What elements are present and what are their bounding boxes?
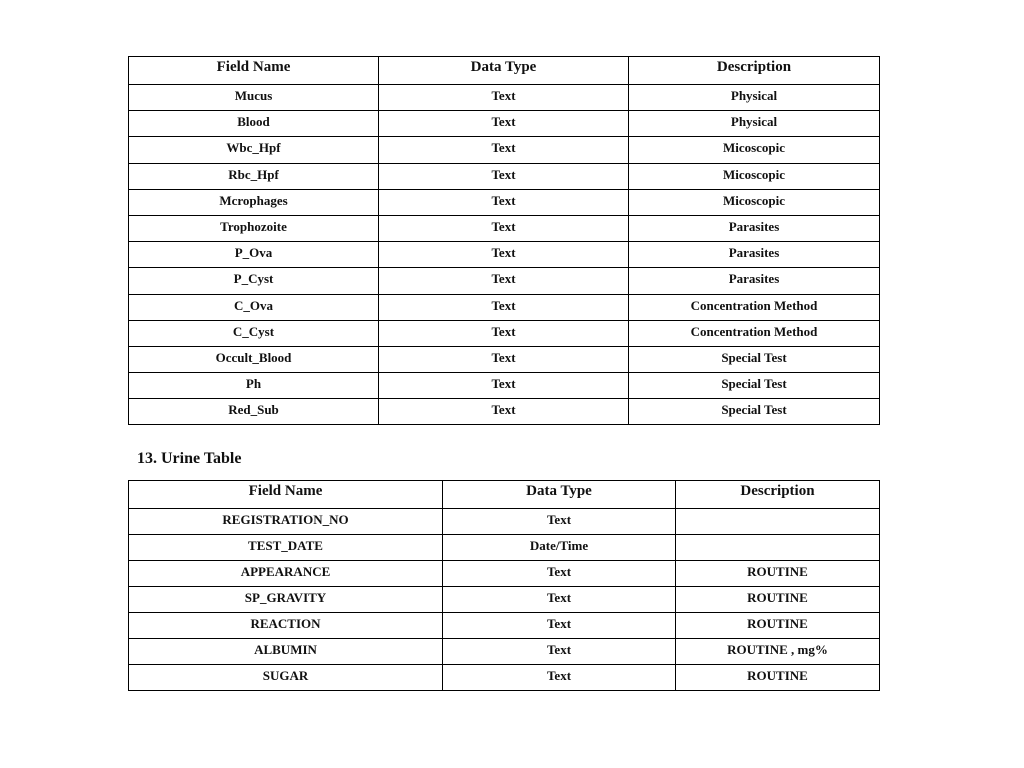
data-type-cell: Text [379,242,629,268]
data-type-cell: Text [379,189,629,215]
description-cell [676,535,880,561]
field-name-cell: REACTION [129,613,443,639]
table-row [129,163,880,189]
table-row [129,215,880,241]
field-name-cell: Ph [129,373,379,399]
table-row [129,242,880,268]
data-type-cell: Text [443,613,676,639]
table-row [129,111,880,137]
table-header-row [129,57,880,85]
description-cell: Micoscopic [629,137,880,163]
field-name-cell: Red_Sub [129,399,379,425]
field-name-cell: C_Ova [129,294,379,320]
field-name-cell: Mcrophages [129,189,379,215]
description-cell: ROUTINE [676,665,880,691]
data-type-cell: Text [379,111,629,137]
section-heading: 13. Urine Table [137,450,242,467]
data-type-cell: Text [379,268,629,294]
data-type-cell: Text [379,346,629,372]
table-header-row [129,481,880,509]
table-row [129,665,880,691]
field-name-cell: REGISTRATION_NO [129,509,443,535]
field-name-cell: SUGAR [129,665,443,691]
urine-table [128,480,880,691]
data-type-cell: Text [443,509,676,535]
data-type-cell: Text [379,320,629,346]
table-row [129,137,880,163]
description-cell: ROUTINE [676,561,880,587]
field-name-cell: TEST_DATE [129,535,443,561]
description-cell [676,509,880,535]
description-cell: Special Test [629,399,880,425]
field-name-cell: Occult_Blood [129,346,379,372]
field-name-cell: P_Cyst [129,268,379,294]
data-type-cell: Text [443,639,676,665]
description-cell: ROUTINE [676,587,880,613]
description-cell: Parasites [629,268,880,294]
table-row [129,346,880,372]
description-cell: Special Test [629,373,880,399]
table-row [129,268,880,294]
table-row [129,639,880,665]
field-name-cell: P_Ova [129,242,379,268]
column-header-data-type: Data Type [443,481,676,509]
data-type-cell: Text [379,373,629,399]
data-type-cell: Text [379,294,629,320]
description-cell: Micoscopic [629,189,880,215]
table-row [129,399,880,425]
data-type-cell: Text [443,665,676,691]
table-row [129,189,880,215]
data-type-cell: Text [379,215,629,241]
field-name-cell: Rbc_Hpf [129,163,379,189]
data-type-cell: Date/Time [443,535,676,561]
field-name-cell: Mucus [129,85,379,111]
data-type-cell: Text [379,163,629,189]
table-row [129,587,880,613]
field-name-cell: Blood [129,111,379,137]
column-header-description: Description [676,481,880,509]
table-row [129,535,880,561]
table-row [129,613,880,639]
description-cell: Physical [629,85,880,111]
table-row [129,294,880,320]
table-row [129,85,880,111]
table-row [129,320,880,346]
table-row [129,373,880,399]
field-name-cell: Trophozoite [129,215,379,241]
column-header-data-type: Data Type [379,57,629,85]
description-cell: Concentration Method [629,294,880,320]
field-name-cell: APPEARANCE [129,561,443,587]
table-row [129,509,880,535]
column-header-field-name: Field Name [129,57,379,85]
description-cell: Parasites [629,215,880,241]
description-cell: Special Test [629,346,880,372]
column-header-description: Description [629,57,880,85]
field-name-cell: ALBUMIN [129,639,443,665]
data-type-cell: Text [379,85,629,111]
field-name-cell: C_Cyst [129,320,379,346]
data-type-cell: Text [379,137,629,163]
table-row [129,561,880,587]
data-type-cell: Text [379,399,629,425]
description-cell: ROUTINE [676,613,880,639]
description-cell: Concentration Method [629,320,880,346]
description-cell: Physical [629,111,880,137]
data-type-cell: Text [443,587,676,613]
field-name-cell: SP_GRAVITY [129,587,443,613]
column-header-field-name: Field Name [129,481,443,509]
data-type-cell: Text [443,561,676,587]
stool-fields-table [128,56,880,425]
description-cell: ROUTINE , mg% [676,639,880,665]
description-cell: Micoscopic [629,163,880,189]
description-cell: Parasites [629,242,880,268]
field-name-cell: Wbc_Hpf [129,137,379,163]
